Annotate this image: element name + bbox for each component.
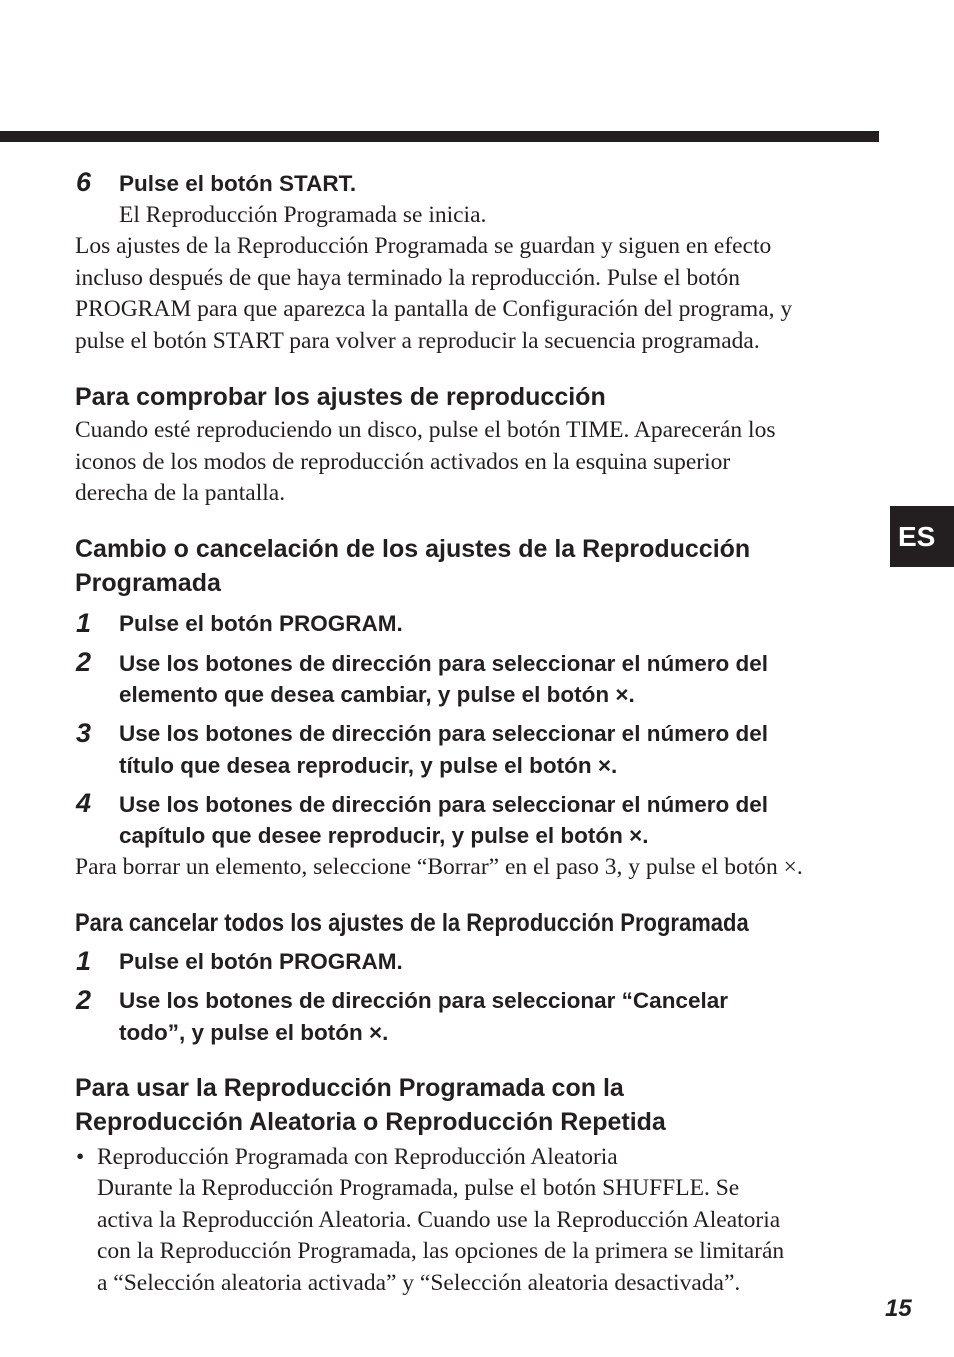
- step-title: Pulse el botón START.: [119, 171, 357, 196]
- section-heading: Reproducción Aleatoria o Reproducción Repetida: [75, 1108, 666, 1136]
- step-number: 1: [76, 946, 92, 976]
- step-text: todo”, y pulse el botón ×.: [119, 1020, 389, 1045]
- paragraph-line: iconos de los modos de reproducción activados en la esquina superior: [75, 449, 731, 475]
- paragraph-line: Durante la Reproducción Programada, pulse el botón SHUFFLE. Se: [97, 1175, 740, 1201]
- paragraph-line: PROGRAM para que aparezca la pantalla de Configuración del programa, y: [75, 296, 793, 322]
- paragraph-line: incluso después de que haya terminado la reproducción. Pulse el botón: [75, 265, 740, 291]
- paragraph-line: con la Reproducción Programada, las opciones de la primera se limitarán: [97, 1238, 785, 1264]
- paragraph-line: Cuando esté reproduciendo un disco, pulse el botón TIME. Aparecerán los: [75, 417, 776, 443]
- step-number: 6: [76, 167, 92, 197]
- section-heading: Para usar la Reproducción Programada con la: [75, 1074, 624, 1102]
- step-number: 2: [76, 647, 92, 677]
- language-tab: [890, 506, 954, 567]
- step-number: 3: [76, 718, 92, 748]
- header-rule: [0, 131, 879, 142]
- paragraph-line: Los ajustes de la Reproducción Programada se guardan y siguen en efecto: [75, 233, 772, 259]
- paragraph-line: a “Selección aleatoria activada” y “Selección aleatoria desactivada”.: [97, 1270, 741, 1296]
- step-subtext: El Reproducción Programada se inicia.: [119, 202, 487, 228]
- step-number: 4: [76, 788, 92, 818]
- list-item-title: Reproducción Programada con Reproducción Aleatoria: [97, 1144, 618, 1170]
- paragraph-line: derecha de la pantalla.: [75, 480, 286, 506]
- section-heading: Cambio o cancelación de los ajustes de la Reproducción: [75, 535, 751, 563]
- step-number: 1: [76, 608, 92, 638]
- step-text: Use los botones de dirección para seleccionar “Cancelar: [119, 988, 728, 1013]
- bullet-marker: •: [76, 1144, 85, 1170]
- section-heading: Para comprobar los ajustes de reproducción: [75, 383, 606, 411]
- step-text: capítulo que desee reproducir, y pulse el botón ×.: [119, 823, 649, 848]
- page-number: 15: [885, 1295, 912, 1322]
- step-text: Pulse el botón PROGRAM.: [119, 949, 403, 974]
- section-heading: Para cancelar todos los ajustes de la Reproducción Programada: [75, 909, 749, 937]
- note-text: Para borrar un elemento, seleccione “Borrar” en el paso 3, y pulse el botón ×.: [75, 854, 803, 880]
- step-text: Use los botones de dirección para seleccionar el número del: [119, 792, 768, 817]
- step-text: Pulse el botón PROGRAM.: [119, 611, 403, 636]
- section-heading: Programada: [75, 569, 221, 597]
- step-text: elemento que desea cambiar, y pulse el botón ×.: [119, 682, 635, 707]
- step-text: Use los botones de dirección para seleccionar el número del: [119, 721, 768, 746]
- step-text: título que desea reproducir, y pulse el botón ×.: [119, 753, 618, 778]
- language-tab-label: ES: [898, 521, 936, 552]
- step-text: Use los botones de dirección para seleccionar el número del: [119, 651, 768, 676]
- paragraph-line: activa la Reproducción Aleatoria. Cuando use la Reproducción Aleatoria: [97, 1207, 781, 1233]
- step-number: 2: [76, 985, 92, 1015]
- paragraph-line: pulse el botón START para volver a reproducir la secuencia programada.: [75, 328, 760, 354]
